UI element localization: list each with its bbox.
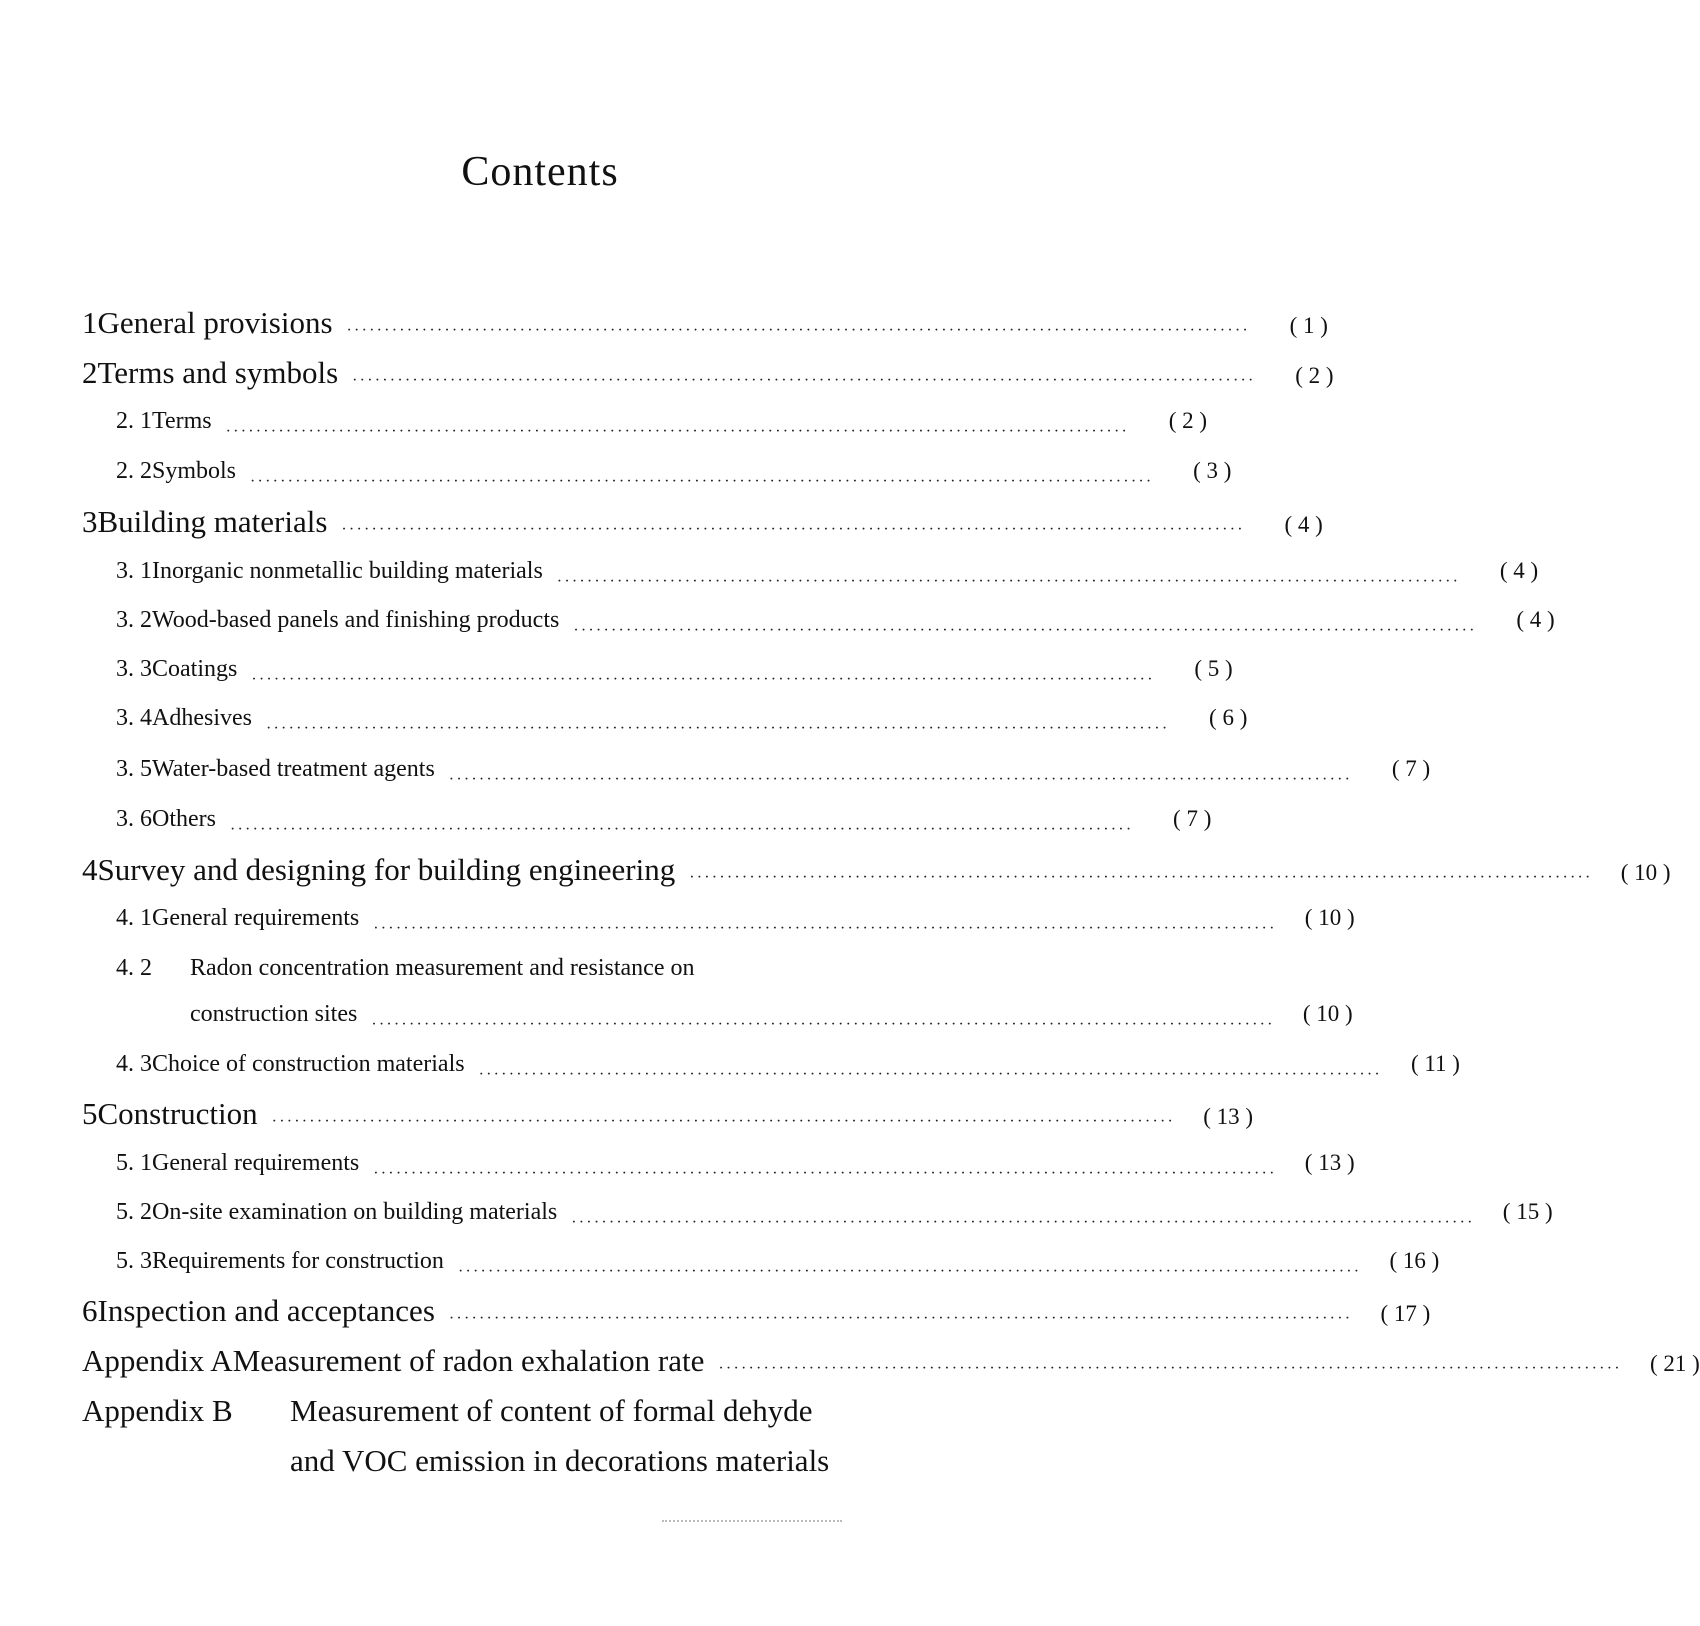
entry-page: ( 15 ) [1502, 1199, 1553, 1224]
toc-entry[interactable] [116, 607, 1555, 647]
entry-title: General provisions [97, 305, 333, 340]
toc-entry[interactable] [116, 656, 1233, 696]
entry-page: ( 10 ) [1304, 905, 1355, 930]
toc-entry[interactable] [82, 305, 1328, 349]
toc-entry[interactable] [82, 355, 1334, 399]
entry-number: 4. 1 [116, 905, 152, 931]
entry-number: Appendix B [82, 1393, 233, 1428]
toc-entry[interactable] [116, 1199, 1553, 1239]
entry-page: ( 3 ) [1193, 458, 1232, 483]
entry-title: Inspection and acceptances [97, 1293, 435, 1328]
dot-leader: ························································································································ [265, 720, 1170, 737]
entry-title: Terms and symbols [97, 355, 339, 390]
entry-title: Others [152, 806, 216, 832]
toc-entry[interactable] [116, 408, 1208, 448]
toc-entry-continuation[interactable] [190, 1001, 1353, 1041]
entry-number: 3. 5 [116, 756, 152, 782]
dot-leader: ························································································································ [250, 473, 1154, 490]
entry-number: 3. 4 [116, 705, 152, 731]
entry-number: 6 [82, 1293, 98, 1328]
dot-leader: ························································································································ [556, 573, 1461, 590]
entry-number: 3. 6 [116, 806, 152, 832]
entry-number: 4 [82, 852, 98, 887]
dot-leader: ························································································································ [346, 322, 1250, 339]
dot-leader: ························································································································ [571, 1214, 1475, 1231]
entry-page: ( 13 ) [1304, 1150, 1355, 1175]
toc-entry[interactable] [116, 1051, 1460, 1091]
entry-page: ( 1 ) [1289, 313, 1328, 338]
toc-entry-continuation[interactable] [290, 1443, 1030, 1487]
entry-page: ( 4 ) [1516, 607, 1555, 632]
entry-page: ( 4 ) [1499, 558, 1539, 583]
dot-leader: ························································································································ [457, 1263, 1362, 1280]
entry-page: ( 17 ) [1380, 1301, 1431, 1326]
toc-entry[interactable] [116, 558, 1539, 598]
dot-leader: ························································································································ [229, 821, 1134, 838]
entry-number: 3. 2 [116, 607, 152, 633]
dot-leader: ························································································································ [271, 1113, 1176, 1130]
entry-number: 5. 3 [116, 1248, 152, 1274]
page-title: Contents [461, 149, 619, 195]
entry-number: 2 [82, 355, 98, 390]
entry-title: General requirements [152, 1150, 360, 1176]
toc-entry[interactable] [82, 1343, 1700, 1387]
toc-entry[interactable] [116, 705, 1248, 745]
entry-title: Radon concentration measurement and resistance on [190, 955, 695, 981]
entry-page: ( 4 ) [1284, 512, 1323, 537]
dot-leader: ························································································································ [373, 1165, 1277, 1182]
entry-title: Coatings [152, 656, 238, 682]
entry-title: Building materials [97, 504, 328, 539]
entry-number: 5. 2 [116, 1199, 152, 1225]
toc-entry[interactable] [116, 905, 1355, 945]
dot-leader: ························································································································ [689, 869, 1593, 886]
entry-number: 1 [82, 305, 98, 340]
toc-entry[interactable] [82, 1293, 1431, 1337]
entry-page: ( 7 ) [1173, 806, 1212, 831]
toc-entry[interactable] [116, 1248, 1440, 1288]
dot-leader: ························································································································ [352, 372, 1256, 389]
entry-title: Terms [152, 408, 212, 434]
entry-number: 3. 1 [116, 558, 152, 584]
entry-title-continuation: and VOC emission in decorations materials [290, 1443, 830, 1478]
entry-title: Wood-based panels and finishing products [152, 607, 560, 633]
dot-leader: ························································································································ [448, 1310, 1353, 1327]
entry-title: Water-based treatment agents [152, 756, 435, 782]
toc-entry[interactable] [82, 504, 1323, 548]
entry-number: 5 [82, 1096, 98, 1131]
toc-entry[interactable] [82, 1393, 1030, 1437]
toc-entry[interactable] [116, 1150, 1355, 1190]
entry-page: ( 11 ) [1410, 1051, 1460, 1076]
dot-leader: ························································································································ [448, 771, 1353, 788]
entry-title: On-site examination on building materials [152, 1199, 558, 1225]
entry-title: Choice of construction materials [152, 1051, 465, 1077]
entry-page: ( 5 ) [1194, 656, 1233, 681]
toc-entry[interactable] [82, 1096, 1254, 1140]
dot-leader: ························································································································ [341, 521, 1245, 538]
dot-leader: ························································································································ [251, 671, 1155, 688]
entry-page: ( 21 ) [1649, 1351, 1700, 1376]
entry-title: Adhesives [152, 705, 252, 731]
cut-off-text-mark [662, 1520, 842, 1528]
dot-leader: ························································································································ [371, 1016, 1275, 1033]
entry-number: 2. 1 [116, 408, 152, 434]
entry-page: ( 2 ) [1168, 408, 1208, 433]
entry-number: 3. 3 [116, 656, 152, 682]
dot-leader: ························································································································ [718, 1360, 1622, 1377]
entry-title: General requirements [152, 905, 360, 931]
entry-page: ( 10 ) [1302, 1001, 1353, 1026]
dot-leader: ························································································································ [373, 920, 1277, 937]
entry-title: Requirements for construction [152, 1248, 444, 1274]
entry-title: Measurement of radon exhalation rate [232, 1343, 705, 1378]
toc-entry[interactable] [82, 852, 1671, 896]
entry-page: ( 16 ) [1389, 1248, 1440, 1273]
entry-page: ( 7 ) [1391, 756, 1431, 781]
entry-page: ( 2 ) [1295, 363, 1334, 388]
dot-leader: ························································································································ [478, 1066, 1382, 1083]
entry-title: Survey and designing for building engineering [97, 852, 676, 887]
entry-number: Appendix A [82, 1343, 233, 1378]
entry-number: 3 [82, 504, 98, 539]
entry-page: ( 6 ) [1209, 705, 1248, 730]
entry-page: ( 10 ) [1620, 860, 1671, 885]
entry-number: 2. 2 [116, 458, 152, 484]
toc-entry[interactable] [116, 955, 1030, 995]
entry-title-continuation: construction sites [190, 1001, 358, 1027]
dot-leader: ························································································································ [573, 622, 1477, 639]
dot-leader: ························································································································ [225, 423, 1130, 440]
entry-number: 4. 3 [116, 1051, 152, 1077]
toc-entry[interactable] [116, 806, 1212, 846]
entry-number: 4. 2 [116, 955, 152, 981]
entry-title: Symbols [152, 458, 237, 484]
entry-title: Inorganic nonmetallic building materials [152, 558, 543, 584]
entry-number: 5. 1 [116, 1150, 152, 1176]
entry-title: Measurement of content of formal dehyde [290, 1393, 813, 1428]
toc-entry[interactable] [116, 458, 1232, 498]
entry-title: Construction [97, 1096, 258, 1131]
toc-entry[interactable] [116, 756, 1431, 796]
entry-page: ( 13 ) [1203, 1104, 1254, 1129]
